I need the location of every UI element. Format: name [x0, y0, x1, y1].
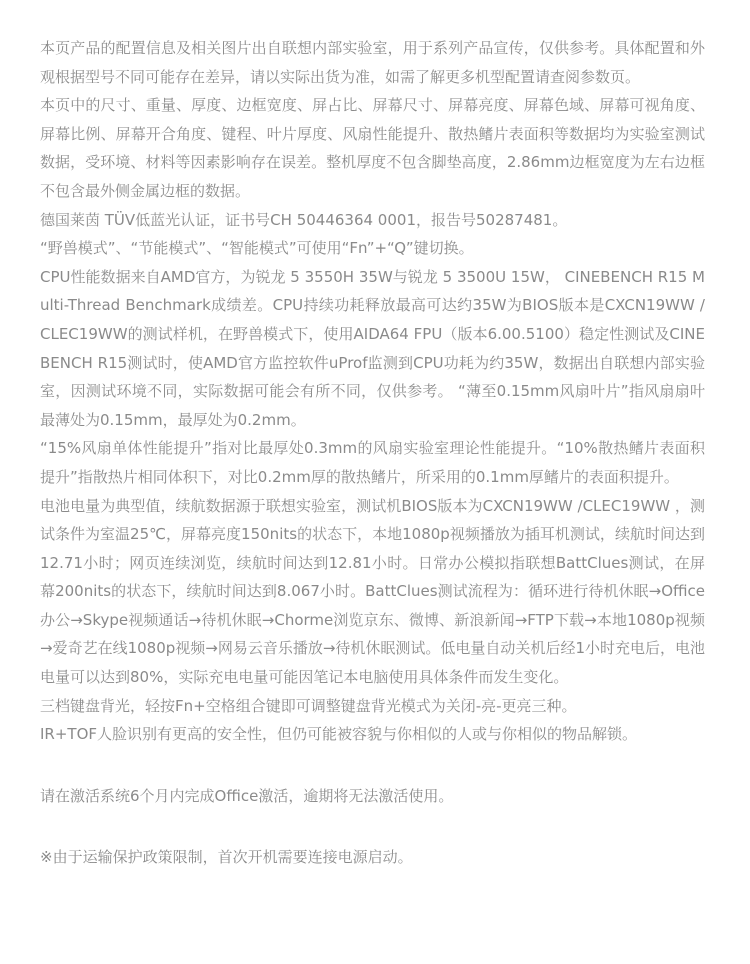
note-test-data: 本页中的尺寸、重量、厚度、边框宽度、屏占比、屏幕尺寸、屏幕亮度、屏幕色域、屏幕可视角度、屏幕比例、屏幕开合角度、键程、叶片厚度、风扇性能提升、散热鳍片表面积等数据均为实验室测试数据，受环境、材料等因素影响存在误差。整机厚度不包含脚垫高度，2.86mm边框宽度为左右边框不包含最外侧金属边框的数据。	[40, 96, 705, 200]
note-face-recognition: IR+TOF人脸识别有更高的安全性，但仍可能被容貌与你相似的人或与你相似的物品解锁。	[40, 725, 638, 744]
note-tuv-certification: 德国莱茵 TÜV低蓝光认证，证书号CH 50446364 0001，报告号50287481。	[40, 210, 568, 229]
note-battery-life: 电池电量为典型值，续航数据源于联想实验室，测试机BIOS版本为CXCN19WW /CLEC19WW ，测试条件为室温25℃，屏幕亮度150nits的状态下，本地1080p视频播放为插耳机测试，续航时间达到12.71小时；网页连续浏览，续航时间达到12.81小时。日常办公模拟指联想BattClues测试，在屏幕200nits的状态下，续航时间达到8.067小时。BattClues测试流程为：循环进行待机休眠→Office办公→Skype视频通话→待机休眠→Chorme浏览京东、微博、新浪新闻→FTP下载→本地1080p视频→爱奇艺在线1080p视频→网易云音乐播放→待机休眠测试。低电量自动关机后经1小时充电后，电池电量可以达到80%，实际充电电量可能因笔记本电脑使用具体条件而发生变化。	[40, 496, 705, 687]
note-keyboard-backlight: 三档键盘背光，轻按Fn+空格组合键即可调整键盘背光模式为关闭-亮-更亮三种。	[40, 696, 577, 715]
note-performance-modes: “野兽模式”、“节能模式”、“智能模式”可使用“Fn”+“Q”键切换。	[40, 239, 474, 258]
disclaimer-notes	[40, 34, 705, 872]
note-config-images: 本页产品的配置信息及相关图片出自联想内部实验室，用于系列产品宣传，仅供参考。具体配置和外观根据型号不同可能存在差异，请以实际出货为准，如需了解更多机型配置请查阅参数页。	[40, 39, 705, 86]
note-power-first-boot: ※由于运输保护政策限制，首次开机需要连接电源启动。	[40, 848, 413, 867]
note-fan-heatsink: “15%风扇单体性能提升”指对比最厚处0.3mm的风扇实验室理论性能提升。“10%散热鳍片表面积提升”指散热片相同体积下，对比0.2mm厚的散热鳍片，所采用的0.1mm厚鳍片的表面积提升。	[40, 439, 705, 486]
note-cpu-performance: CPU性能数据来自AMD官方，为锐龙 5 3550H 35W与锐龙 5 3500U 15W， CINEBENCH R15 Multi-Thread Benchmark成绩差。CPU持续功耗释放最高可达约35W为BIOS版本是CXCN19WW /CLEC19WW的测试样机，在野兽模式下，使用AIDA64 FPU（版本6.00.5100）稳定性测试及CINEBENCH R15测试时，使AMD官方监控软件uProf监测到CPU功耗为约35W，数据出自联想内部实验室，因测试环境不同，实际数据可能会有所不同，仅供参考。 “薄至0.15mm风扇叶片”指风扇扇叶最薄处为0.15mm，最厚处为0.2mm。	[40, 267, 705, 429]
note-office-activation: 请在激活系统6个月内完成Office激活，逾期将无法激活使用。	[40, 786, 454, 805]
